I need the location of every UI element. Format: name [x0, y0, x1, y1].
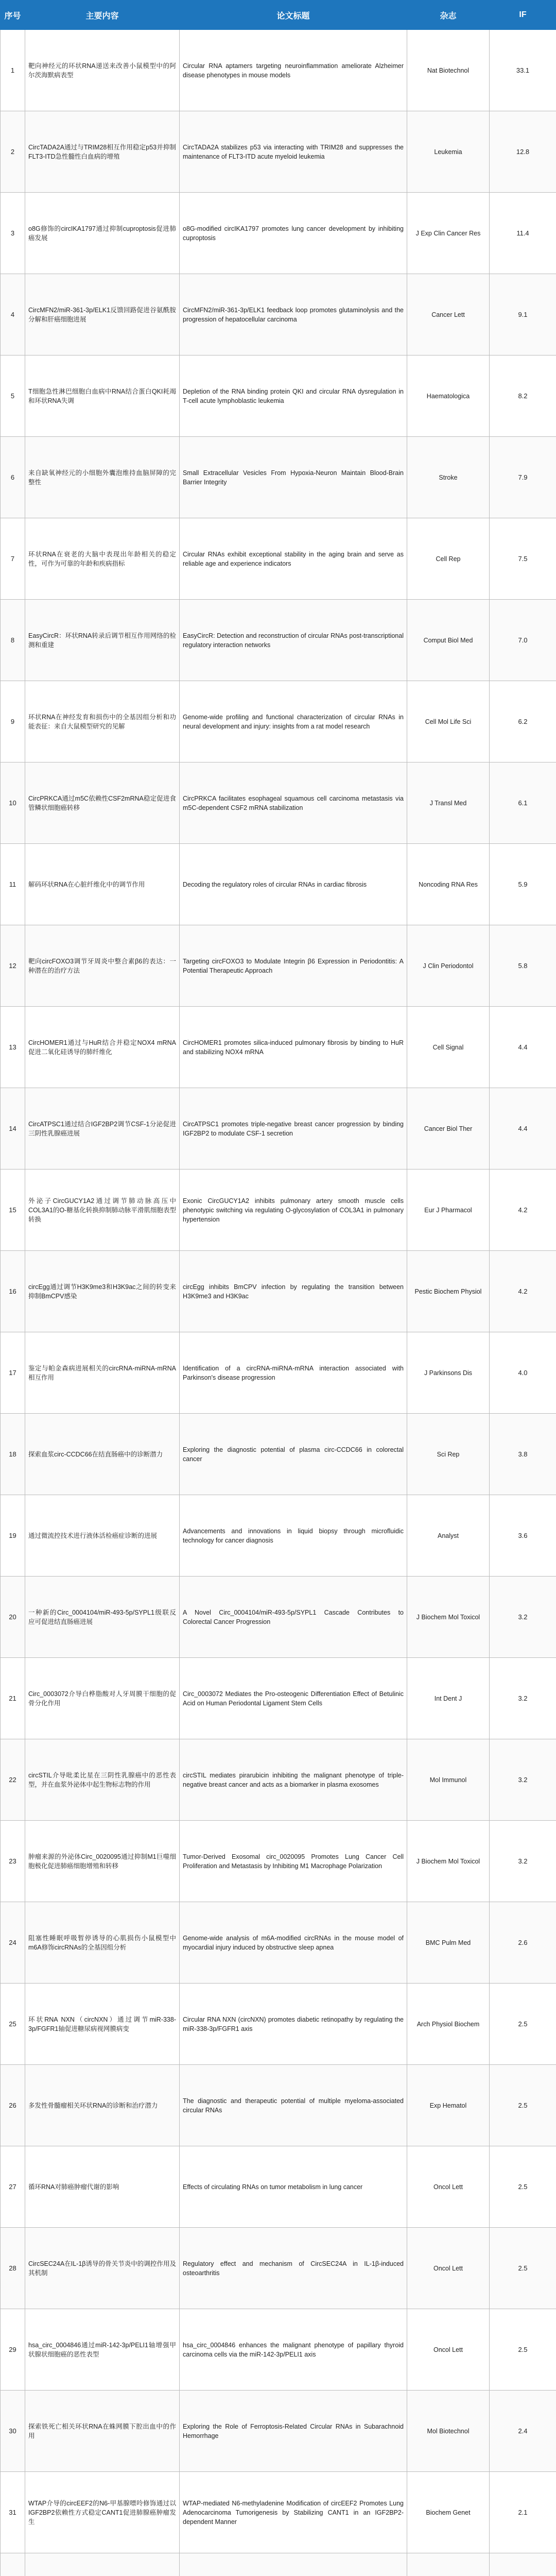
row-topic: 鉴定与帕金森病进展相关的circRNA-miRNA-mRNA相互作用 — [25, 1332, 180, 1414]
row-number: 14 — [1, 1088, 25, 1170]
row-topic: 靶向circFOXO3调节牙周炎中整合素β6的表达：一种潜在的治疗方法 — [25, 925, 180, 1007]
row-topic: 通过微流控技术进行液体活检癌症诊断的进展 — [25, 1495, 180, 1577]
row-title: Small Extracellular Vesicles From Hypoxia-Neuron Maintain Blood-Brain Barrier Integrity — [180, 437, 407, 518]
row-topic: WTAP介导的circEEF2的N6-甲基腺嘌呤修饰通过以IGF2BP2依赖性方式稳定CANT1促进肺腺癌肿瘤发生 — [25, 2472, 180, 2553]
row-topic: 阻塞性睡眠呼吸暂停诱导的心肌损伤小鼠模型中m6A修饰circRNAs的全基因组分析 — [25, 1902, 180, 1984]
row-impact-factor: 3.2 — [490, 1739, 556, 1821]
row-number: 15 — [1, 1170, 25, 1251]
row-journal: Pestic Biochem Physiol — [407, 1251, 490, 1332]
row-number: 5 — [1, 355, 25, 437]
row-title: WTAP-mediated N6-methyladenine Modification of circEEF2 Promotes Lung Adenocarcinoma Tumorigenesis by Stabilizing CANT1 in an IGF2BP2-dependent Manner — [180, 2472, 407, 2553]
row-title: Exploring the Role of Ferroptosis-Related Circular RNAs in Subarachnoid Hemorrhage — [180, 2391, 407, 2472]
row-title: o8G-modified circIKA1797 promotes lung cancer development by inhibiting cuproptosis — [180, 193, 407, 274]
row-impact-factor: 7.9 — [490, 437, 556, 518]
table-row — [1, 2065, 556, 2146]
row-title: Exonic CircGUCY1A2 inhibits pulmonary artery smooth muscle cells phenotypic switching via regulating O-glycosylation of COL3A1 in pulmonary hypertension — [180, 1170, 407, 1251]
row-number: 6 — [1, 437, 25, 518]
table-row — [1, 1414, 556, 1495]
table-row — [1, 844, 556, 925]
table-row — [1, 2228, 556, 2309]
row-title: Circular RNA aptamers targeting neuroinflammation ameliorate Alzheimer disease phenotypes in mouse models — [180, 30, 407, 111]
row-impact-factor: 4.2 — [490, 1170, 556, 1251]
row-impact-factor: 4.0 — [490, 1332, 556, 1414]
row-title: Effects of circulating RNAs on tumor metabolism in lung cancer — [180, 2146, 407, 2228]
row-impact-factor: 6.2 — [490, 681, 556, 762]
row-title: Circular RNAs exhibit exceptional stability in the aging brain and serve as reliable age and experience indicators — [180, 518, 407, 600]
table-row — [1, 1984, 556, 2065]
row-topic: CircPRKCA通过m5C依赖性CSF2mRNA稳定促进食管鳞状细胞癌转移 — [25, 762, 180, 844]
row-number: 3 — [1, 193, 25, 274]
row-title: hsa_circ_0004846 enhances the malignant phenotype of papillary thyroid carcinoma cells via the miR-142-3p/PELI1 axis — [180, 2309, 407, 2391]
row-impact-factor: 5.8 — [490, 925, 556, 1007]
row-number: 27 — [1, 2146, 25, 2228]
table-row — [1, 1007, 556, 1088]
row-impact-factor: 9.1 — [490, 274, 556, 355]
row-title: Advancements and innovations in liquid biopsy through microfluidic technology for cancer diagnosis — [180, 1495, 407, 1577]
row-journal: Oncol Lett — [407, 2309, 490, 2391]
table-row — [1, 1821, 556, 1902]
row-journal: Int Dent J — [407, 1658, 490, 1739]
row-journal: Eur J Pharmacol — [407, 1170, 490, 1251]
row-journal: Cell Rep — [407, 518, 490, 600]
table-row — [1, 1577, 556, 1658]
row-number: 9 — [1, 681, 25, 762]
row-number: 12 — [1, 925, 25, 1007]
row-topic: 循环RNA对肺癌肿瘤代谢的影响 — [25, 2146, 180, 2228]
row-title: circEgg inhibits BmCPV infection by regulating the transition between H3K9me3 and H3K9ac — [180, 1251, 407, 1332]
row-impact-factor: 8.2 — [490, 355, 556, 437]
row-journal: Sci Rep — [407, 1414, 490, 1495]
row-topic: CircMFN2/miR-361-3p/ELK1反馈回路促进谷氨酰胺分解和肝癌细胞进展 — [25, 274, 180, 355]
row-number: 20 — [1, 1577, 25, 1658]
row-topic: 来自缺氧神经元的小细胞外囊泡维持血脑屏障的完整性 — [25, 437, 180, 518]
row-impact-factor: 6.1 — [490, 762, 556, 844]
row-title: Depletion of the RNA binding protein QKI and circular RNA dysregulation in T-cell acute lymphoblastic leukemia — [180, 355, 407, 437]
table-row — [1, 1332, 556, 1414]
table-row — [1, 355, 556, 437]
table-row — [1, 1170, 556, 1251]
row-topic: hsa_circ_0004846通过miR-142-3p/PELI1轴增强甲状腺状细胞癌的恶性表型 — [25, 2309, 180, 2391]
table-row — [1, 2146, 556, 2228]
row-impact-factor: 2.5 — [490, 2146, 556, 2228]
row-title: CircPRKCA facilitates esophageal squamous cell carcinoma metastasis via m5C-dependent CSF2 mRNA stabilization — [180, 762, 407, 844]
row-impact-factor: 2.6 — [490, 1902, 556, 1984]
row-impact-factor: 12.8 — [490, 111, 556, 193]
row-title: CircATPSC1 promotes triple-negative breast cancer progression by binding IGF2BP2 to modulate CSF-1 secretion — [180, 1088, 407, 1170]
row-journal: Oncol Lett — [407, 2146, 490, 2228]
row-title: Circ_0003072 Mediates the Pro-osteogenic Differentiation Effect of Betulinic Acid on Human Periodontal Ligament Stem Cells — [180, 1658, 407, 1739]
row-impact-factor: 3.6 — [490, 1495, 556, 1577]
row-title: A Novel Circ_0004104/miR-493-5p/SYPL1 Cascade Contributes to Colorectal Cancer Progression — [180, 1577, 407, 1658]
row-topic: 靶向神经元的环状RNA递送来改善小鼠模型中的阿尔茨海默病表型 — [25, 30, 180, 111]
row-impact-factor: 7.0 — [490, 600, 556, 681]
row-journal: Arch Physiol Biochem — [407, 1984, 490, 2065]
table-row — [1, 111, 556, 193]
row-title: Targeting circFOXO3 to Modulate Integrin β6 Expression in Periodontitis: A Potential Therapeutic Approach — [180, 925, 407, 1007]
row-number: 29 — [1, 2309, 25, 2391]
row-topic: 探索血浆circ-CCDC66在结直肠癌中的诊断潜力 — [25, 1414, 180, 1495]
table-row — [1, 2391, 556, 2472]
row-number: 28 — [1, 2228, 25, 2309]
row-number: 25 — [1, 1984, 25, 2065]
row-journal: J Biochem Mol Toxicol — [407, 1821, 490, 1902]
header-journal: 杂志 — [407, 1, 490, 30]
row-number: 18 — [1, 1414, 25, 1495]
row-topic: EasyCircR：环状RNA转录后调节相互作用网络的检测和重建 — [25, 600, 180, 681]
table-body — [1, 30, 556, 2576]
table-row — [1, 1902, 556, 1984]
row-topic: o8G修饰的circIKA1797通过抑制cuproptosis促进肺癌发展 — [25, 193, 180, 274]
table-header — [1, 1, 556, 30]
row-topic: 外泌子CircGUCY1A2通过调节肺动脉高压中COL3A1的O-糖基化转换抑制肺动脉平滑肌细胞表型转换 — [25, 1170, 180, 1251]
row-impact-factor: 2.4 — [490, 2391, 556, 2472]
row-impact-factor: 4.4 — [490, 1007, 556, 1088]
row-title: Regulatory effect and mechanism of CircSEC24A in IL-1β-induced osteoarthritis — [180, 2228, 407, 2309]
row-number: 26 — [1, 2065, 25, 2146]
row-impact-factor: 33.1 — [490, 30, 556, 111]
row-title: circSTIL mediates pirarubicin inhibiting the malignant phenotype of triple-negative breast cancer and acts as a biomarker in plasma exosomes — [180, 1739, 407, 1821]
row-journal: Cancer Biol Ther — [407, 1088, 490, 1170]
row-topic: Circ_0003072介导白桦脂酸对人牙周膜干细胞的促骨分化作用 — [25, 1658, 180, 1739]
row-topic: CircATPSC1通过结合IGF2BP2调节CSF-1分泌促进三阴性乳腺癌进展 — [25, 1088, 180, 1170]
row-topic: 环状RNA NXN（circNXN）通过调节miR-338-3p/FGFR1轴促进糖尿病视网膜病变 — [25, 1984, 180, 2065]
row-topic: 探索铁死亡相关环状RNA在蛛网膜下腔出血中的作用 — [25, 2391, 180, 2472]
table-row — [1, 1658, 556, 1739]
row-number: 30 — [1, 2391, 25, 2472]
row-impact-factor: 5.9 — [490, 844, 556, 925]
row-number: 23 — [1, 1821, 25, 1902]
row-title: CircTADA2A stabilizes p53 via interacting with TRIM28 and suppresses the maintenance of FLT3-ITD acute myeloid leukemia — [180, 111, 407, 193]
table-row — [1, 2553, 556, 2576]
row-number: 31 — [1, 2472, 25, 2553]
row-topic: CircHOMER1通过与HuR结合并稳定NOX4 mRNA促进二氧化硅诱导的肺纤维化 — [25, 1007, 180, 1088]
row-title: EasyCircR: Detection and reconstruction of circular RNAs post-transcriptional regulatory interaction networks — [180, 600, 407, 681]
row-journal: Cancer Lett — [407, 274, 490, 355]
table-row — [1, 1495, 556, 1577]
row-impact-factor: 3.2 — [490, 1821, 556, 1902]
row-journal: Cell Signal — [407, 1007, 490, 1088]
row-number: 8 — [1, 600, 25, 681]
row-journal: Leukemia — [407, 111, 490, 193]
row-title: CircMFN2/miR-361-3p/ELK1 feedback loop promotes glutaminolysis and the progression of hepatocellular carcinoma — [180, 274, 407, 355]
row-title: Circular RNA NXN (circNXN) promotes diabetic retinopathy by regulating the miR-338-3p/FGFR1 axis — [180, 1984, 407, 2065]
row-journal: Haematologica — [407, 355, 490, 437]
row-topic: 环状RNA在神经发育和损伤中的全基因组分析和功能表征：来自大鼠模型研究的见解 — [25, 681, 180, 762]
row-journal: Nat Biotechnol — [407, 30, 490, 111]
table-row — [1, 925, 556, 1007]
table-row — [1, 30, 556, 111]
table-row — [1, 437, 556, 518]
table-row — [1, 600, 556, 681]
row-topic: 多发性骨髓瘤相关环状RNA的诊断和治疗潜力 — [25, 2065, 180, 2146]
row-number — [1, 2553, 25, 2576]
row-topic: circSTIL介导吡柔比星在三阴性乳腺癌中的恶性表型，并在血浆外泌体中起生物标志物的作用 — [25, 1739, 180, 1821]
row-title: Identification of a circRNA-miRNA-mRNA interaction associated with Parkinson's disease progression — [180, 1332, 407, 1414]
table-row — [1, 518, 556, 600]
row-number: 11 — [1, 844, 25, 925]
row-title — [180, 2553, 407, 2576]
row-journal: BMC Pulm Med — [407, 1902, 490, 1984]
row-title: CircHOMER1 promotes silica-induced pulmonary fibrosis by binding to HuR and stabilizing NOX4 mRNA — [180, 1007, 407, 1088]
table-row — [1, 1088, 556, 1170]
table-row — [1, 762, 556, 844]
row-journal: Comput Biol Med — [407, 600, 490, 681]
row-journal: Analyst — [407, 1495, 490, 1577]
row-number: 21 — [1, 1658, 25, 1739]
row-impact-factor: 4.2 — [490, 1251, 556, 1332]
row-journal: Noncoding RNA Res — [407, 844, 490, 925]
table-row — [1, 193, 556, 274]
header-topic: 主要内容 — [25, 1, 180, 30]
row-number: 22 — [1, 1739, 25, 1821]
row-topic: 肿瘤来源的外泌体Circ_0020095通过抑制M1巨噬细胞极化促进肺癌细胞增殖和转移 — [25, 1821, 180, 1902]
row-journal: J Clin Periodontol — [407, 925, 490, 1007]
row-impact-factor: 7.5 — [490, 518, 556, 600]
row-impact-factor: 2.1 — [490, 2472, 556, 2553]
row-number: 16 — [1, 1251, 25, 1332]
row-topic: CircTADA2A通过与TRIM28相互作用稳定p53并抑制FLT3-ITD急性髓性白血病的增殖 — [25, 111, 180, 193]
row-number: 4 — [1, 274, 25, 355]
row-impact-factor: 2.5 — [490, 1984, 556, 2065]
row-journal: Stroke — [407, 437, 490, 518]
row-impact-factor: 11.4 — [490, 193, 556, 274]
row-impact-factor: 2.5 — [490, 2228, 556, 2309]
row-impact-factor: 3.8 — [490, 1414, 556, 1495]
row-topic: 一种新的Circ_0004104/miR-493-5p/SYPL1级联反应可促进结直肠癌进展 — [25, 1577, 180, 1658]
row-number: 10 — [1, 762, 25, 844]
row-title: Exploring the diagnostic potential of plasma circ-CCDC66 in colorectal cancer — [180, 1414, 407, 1495]
table-row — [1, 274, 556, 355]
row-impact-factor: 3.2 — [490, 1577, 556, 1658]
row-topic — [25, 2553, 180, 2576]
row-topic: 解码环状RNA在心脏纤维化中的调节作用 — [25, 844, 180, 925]
row-topic: circEgg通过调节H3K9me3和H3K9ac之间的转变来抑制BmCPV感染 — [25, 1251, 180, 1332]
row-topic: CircSEC24A在IL-1β诱导的骨关节炎中的调控作用及其机制 — [25, 2228, 180, 2309]
row-number: 1 — [1, 30, 25, 111]
row-title: Decoding the regulatory roles of circular RNAs in cardiac fibrosis — [180, 844, 407, 925]
table-row — [1, 2472, 556, 2553]
row-journal: J Parkinsons Dis — [407, 1332, 490, 1414]
row-topic: 环状RNA在衰老的大脑中表现出年龄相关的稳定性，可作为可靠的年龄和疾病指标 — [25, 518, 180, 600]
row-journal: Exp Hematol — [407, 2065, 490, 2146]
row-title: Genome-wide analysis of m6A-modified circRNAs in the mouse model of myocardial injury induced by obstructive sleep apnea — [180, 1902, 407, 1984]
row-journal: J Exp Clin Cancer Res — [407, 193, 490, 274]
table-row — [1, 1251, 556, 1332]
row-number: 13 — [1, 1007, 25, 1088]
row-number: 24 — [1, 1902, 25, 1984]
row-journal: Mol Immunol — [407, 1739, 490, 1821]
row-title: The diagnostic and therapeutic potential of multiple myeloma-associated circular RNAs — [180, 2065, 407, 2146]
row-impact-factor: 2.5 — [490, 2065, 556, 2146]
header-title: 论文标题 — [180, 1, 407, 30]
row-journal: J Transl Med — [407, 762, 490, 844]
row-number: 7 — [1, 518, 25, 600]
row-journal: Mol Biotechnol — [407, 2391, 490, 2472]
row-impact-factor: 4.4 — [490, 1088, 556, 1170]
row-title: Genome-wide profiling and functional characterization of circular RNAs in neural development and injury: insights from a rat model research — [180, 681, 407, 762]
row-journal: Biochem Genet — [407, 2472, 490, 2553]
row-impact-factor — [490, 2553, 556, 2576]
table-row — [1, 2309, 556, 2391]
row-number: 19 — [1, 1495, 25, 1577]
row-journal: J Biochem Mol Toxicol — [407, 1577, 490, 1658]
row-journal: Cell Mol Life Sci — [407, 681, 490, 762]
row-journal: Oncol Lett — [407, 2228, 490, 2309]
header-no: 序号 — [1, 1, 25, 30]
row-number: 2 — [1, 111, 25, 193]
row-journal — [407, 2553, 490, 2576]
table-row — [1, 681, 556, 762]
row-impact-factor: 2.5 — [490, 2309, 556, 2391]
row-title: Tumor-Derived Exosomal circ_0020095 Promotes Lung Cancer Cell Proliferation and Metastasis by Inhibiting M1 Macrophage Polarization — [180, 1821, 407, 1902]
row-number: 17 — [1, 1332, 25, 1414]
row-impact-factor: 3.2 — [490, 1658, 556, 1739]
table-row — [1, 1739, 556, 1821]
header-if: IF — [490, 1, 556, 30]
row-topic: T细胞急性淋巴细胞白血病中RNA结合蛋白QKI耗竭和环状RNA失调 — [25, 355, 180, 437]
